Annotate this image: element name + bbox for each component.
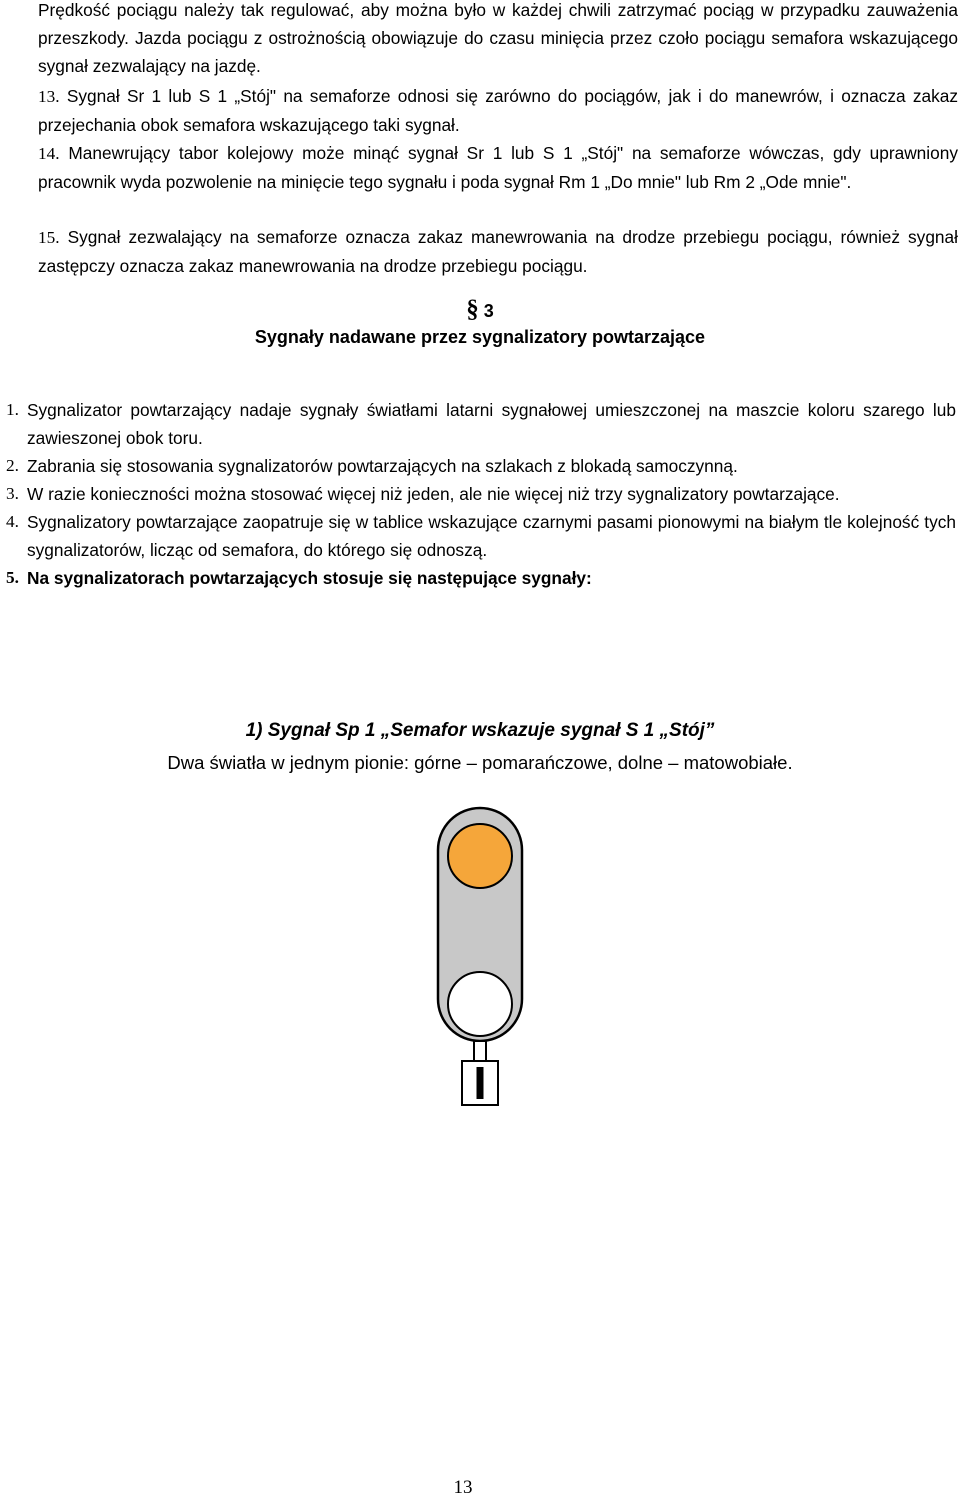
list-item-number: 4. xyxy=(6,512,19,531)
list-item xyxy=(6,452,956,480)
list-item xyxy=(6,396,956,452)
paragraph-13 xyxy=(38,82,958,139)
list-item-number: 5. xyxy=(6,568,19,587)
paragraph-14 xyxy=(38,139,958,196)
list-item-text: Na sygnalizatorach powtarzających stosuje się następujące sygnały: xyxy=(27,568,592,588)
paragraph-14-number: 14. xyxy=(38,144,60,163)
section-symbol: § xyxy=(466,296,479,323)
plate-stripe xyxy=(477,1067,484,1099)
paragraph-15-number: 15. xyxy=(38,228,60,247)
lower-white-light xyxy=(448,972,512,1036)
intro-paragraph xyxy=(38,0,958,80)
list-item-text: Sygnalizatory powtarzające zaopatruje się w tablice wskazujące czarnymi pasami pionowymi na białym tle kolejność tych sygnalizatorów, licząc od semafora, do którego się odnoszą. xyxy=(27,512,956,560)
signal-title: 1) Sygnał Sp 1 „Semafor wskazuje sygnał S 1 „Stój” xyxy=(245,720,715,741)
list-item xyxy=(6,508,956,564)
list-item-number: 1. xyxy=(6,400,19,419)
paragraph-15-text: Sygnał zezwalający na semaforze oznacza zakaz manewrowania na drodze przebiegu pociągu, również sygnał zastępczy oznacza zakaz manewrowania na drodze przebiegu pociągu. xyxy=(38,227,958,276)
section-title: Sygnały nadawane przez sygnalizatory powtarzające xyxy=(254,327,706,347)
list-item-text: W razie konieczności można stosować więcej niż jeden, ale nie więcej niż trzy sygnalizatory powtarzające. xyxy=(27,484,840,504)
mast-stub xyxy=(474,1041,486,1061)
list-item-number: 3. xyxy=(6,484,19,503)
paragraph-14-text: Manewrujący tabor kolejowy może minąć sygnał Sr 1 lub S 1 „Stój" na semaforze wówczas, gdy uprawniony pracownik wyda pozwolenie na minięcie tego sygnału i poda sygnał Rm 1 „Do mnie" lub Rm 2 „Ode mnie". xyxy=(38,143,958,192)
page-number: 13 xyxy=(453,1477,473,1498)
list-item-text: Zabrania się stosowania sygnalizatorów powtarzających na szlakach z blokadą samoczynną. xyxy=(27,456,738,476)
section-number: 3 xyxy=(483,301,494,321)
rules-list xyxy=(6,396,956,592)
intro-text: Prędkość pociągu należy tak regulować, aby można było w każdej chwili zatrzymać pociąg w przypadku zauważenia przeszkody. Jazda pociągu z ostrożnością obowiązuje do czasu minięcia przez czoło pociągu semafora wskazującego sygnał zezwalający na jazdę. xyxy=(38,0,958,76)
list-item xyxy=(6,480,956,508)
section-number-line xyxy=(0,297,960,324)
paragraph-15 xyxy=(38,223,958,280)
section-heading xyxy=(0,297,960,350)
paragraph-13-text: Sygnał Sr 1 lub S 1 „Stój" na semaforze odnosi się zarówno do pociągów, jak i do manewrów, i oznacza zakaz przejechania obok semafora wskazującego taki sygnał. xyxy=(38,86,958,135)
repeater-signal-illustration xyxy=(436,806,526,1111)
list-item xyxy=(6,564,956,592)
upper-orange-light xyxy=(448,824,512,888)
paragraph-13-number: 13. xyxy=(38,87,60,106)
list-item-number: 2. xyxy=(6,456,19,475)
signal-description: Dwa światła w jednym pionie: górne – pomarańczowe, dolne – matowobiałe. xyxy=(167,752,793,773)
list-item-text: Sygnalizator powtarzający nadaje sygnały światłami latarni sygnałowej umieszczonej na maszcie koloru szarego lub zawieszonej obok toru. xyxy=(27,400,956,448)
